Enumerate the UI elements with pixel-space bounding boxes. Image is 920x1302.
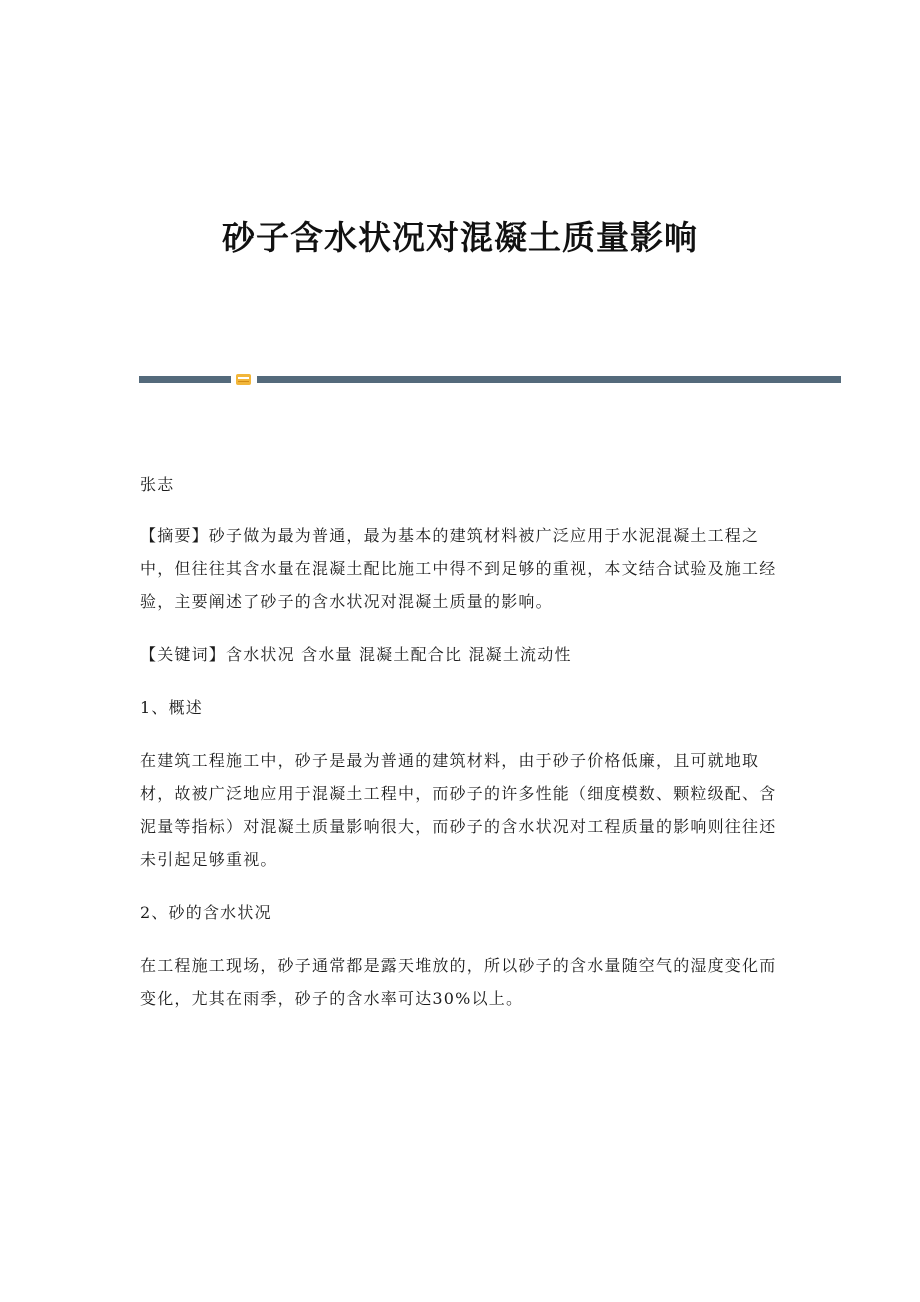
section-body-overview: 在建筑工程施工中，砂子是最为普通的建筑材料，由于砂子价格低廉，且可就地取材，故被广泛地应用于混凝土工程中，而砂子的许多性能（细度模数、颗粒级配、含泥量等指标）对混凝土质量影响很大，而砂子的含水状况对工程质量的影响则往往还未引起足够重视。 <box>140 751 777 869</box>
document-title: 砂子含水状况对混凝土质量影响 <box>222 218 698 257</box>
divider-bar-right <box>257 376 841 383</box>
section-heading-overview: 1、概述 <box>140 698 203 717</box>
keywords-paragraph: 【关键词】含水状况 含水量 混凝土配合比 混凝土流动性 <box>140 645 572 664</box>
author-name: 张志 <box>140 475 175 494</box>
divider-emblem-icon <box>236 374 251 385</box>
section-heading-sand-moisture: 2、砂的含水状况 <box>140 903 272 922</box>
section-body-sand-moisture: 在工程施工现场，砂子通常都是露天堆放的，所以砂子的含水量随空气的湿度变化而变化，尤其在雨季，砂子的含水率可达30%以上。 <box>140 956 777 1008</box>
document-body <box>140 468 780 1035</box>
title-divider <box>139 374 841 385</box>
divider-bar-left <box>139 376 231 383</box>
abstract-paragraph: 【摘要】砂子做为最为普通，最为基本的建筑材料被广泛应用于水泥混凝土工程之中，但往往其含水量在混凝土配比施工中得不到足够的重视，本文结合试验及施工经验，主要阐述了砂子的含水状况对混凝土质量的影响。 <box>140 526 777 611</box>
